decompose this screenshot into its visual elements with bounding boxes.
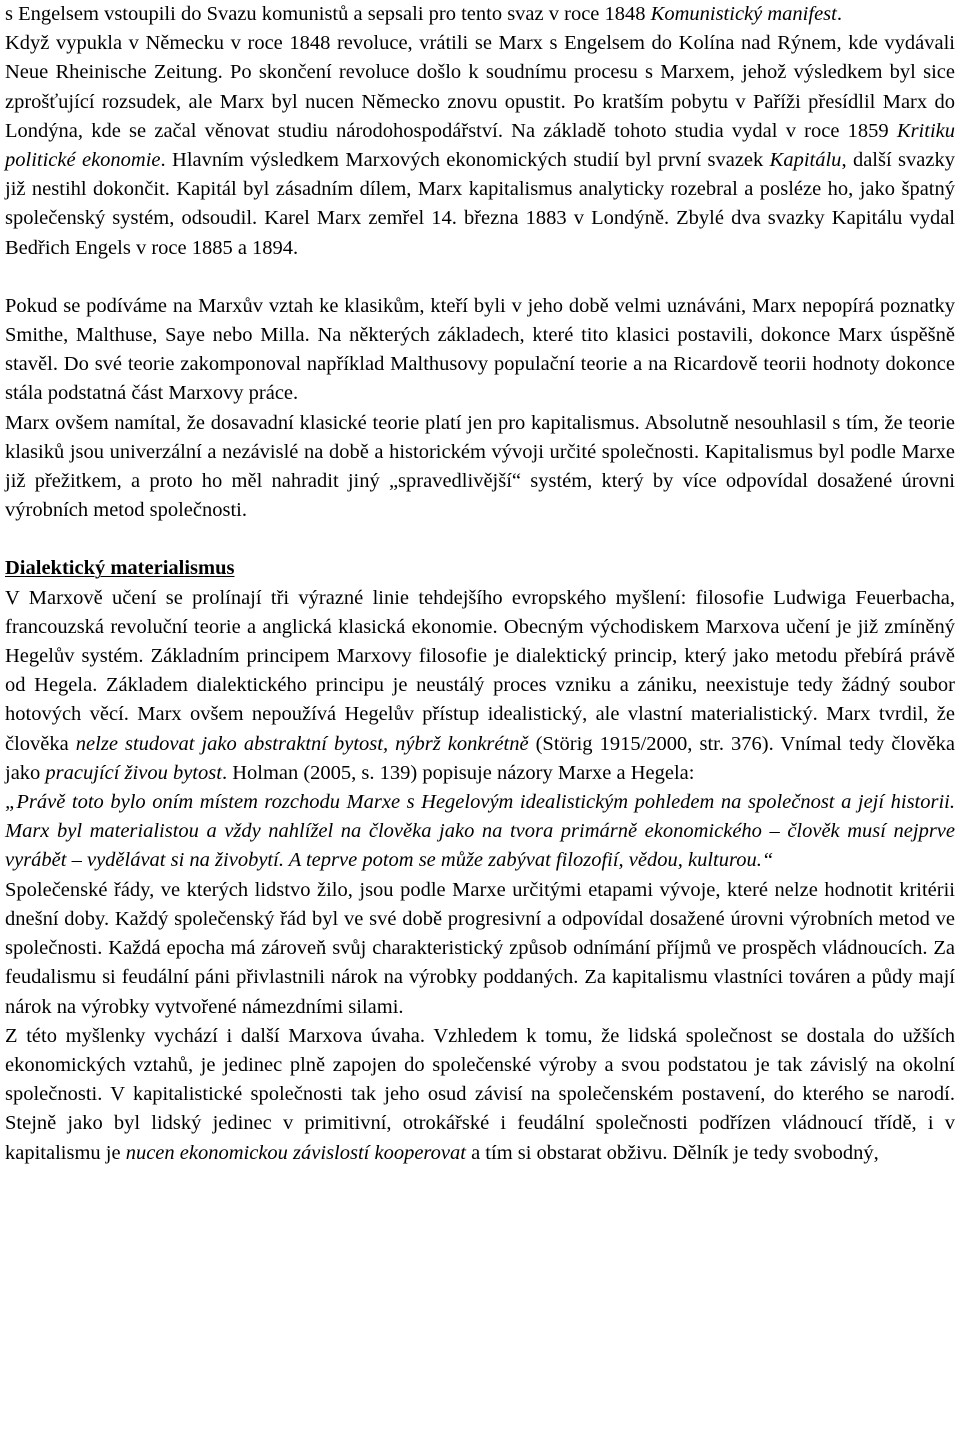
paragraph-social-orders: Společenské řády, ve kterých lidstvo žilo, jsou podle Marxe určitými etapami vývoje, které nelze hodnotit kritérii dnešní doby. Každý společenský řád byl ve své době progresivní a odpovídal dosažené úrovni výrobních metod ve společnosti. Každá epocha má zároveň svůj charakteristický způsob odnímání příjmů ve prospěch vládnoucích. Za feudalismu si feudální páni přivlastnili nárok na výrobky poddaných. Za kapitalismu vlastníci továren a půdy mají nárok na výrobky vytvořené námezdními silami. [5,878,955,1018]
italic-phrase: pracující živou bytost [45,761,222,784]
text-run: Když vypukla v Německu v roce 1848 revoluce, vrátili se Marx s Engelsem do Kolína nad Rýnem, kde vydávali Neue Rheinische Zeitung. Po skončení revoluce došlo k soudnímu procesu s Marxem, jehož výsledkem byl sice zprošťující rozsudek, ale Marx byl nucen Německo znovu opustit. Po kratším pobytu v Paříži přesídlil Marx do Londýna, kde se začal věnovat studiu národohospodářství. Na základě tohoto studia vydal v roce 1859 [5,32,955,142]
paragraph-revolution [5,29,955,263]
italic-phrase: nucen ekonomickou závislostí kooperovat [125,1141,466,1164]
text-run: V Marxově učení se prolínají tři výrazné linie tehdejšího evropského myšlení: filosofie Ludwiga Feuerbacha, francouzská revoluční teorie a anglická klasická ekonomie. Obecným východiskem Marxova učení je již zmíněný Hegelův systém. Základním principem Marxovy filosofie je dialektický princip, který jako metodu přebírá právě od Hegela. Základem dialektického principu je neustálý proces vzniku a zániku, neexistuje tedy žádný soubor hotových věcí. Marx ovšem nepoužívá Hegelův přístup idealistický, ale vlastní materialistický. Marx tvrdil, že člověka [5,586,955,755]
text-run: , další svazky již nestihl dokončit. Kapitál byl zásadním dílem, Marx kapitalismus analyticky rozebral a posléze ho, jako špatný společenský systém, odsoudil. Karel Marx zemřel 14. března 1883 v Londýně. Zbylé dva svazky Kapitálu vydal Bedřich Engels v roce 1885 a 1894. [5,149,955,259]
text-run: a tím si obstarat obživu. Dělník je tedy svobodný, [465,1141,879,1164]
paragraph-manifest [5,0,955,29]
block-quote [5,788,955,876]
paragraph-dialectics [5,584,955,788]
italic-phrase: nelze studovat jako abstraktní bytost, nýbrž konkrétně [75,732,529,755]
quote-text: „Právě toto bylo oním místem rozchodu Marxe s Hegelovým idealistickým pohledem na společnost a její historii. Marx byl materialistou a vždy nahlížel na člověka jako na tvora primárně ekonomického – člověk musí nejprve vyrábět – vydělávat si na živobytí. A teprve potom se může zabývat filozofií, vědou, kulturou.“ [5,791,955,872]
text-run: s Engelsem vstoupili do Svazu komunistů a sepsali pro tento svaz v roce 1848 [5,3,651,25]
section-heading: Dialektický materialismus [5,557,235,580]
text-run: . [836,3,842,25]
paragraph-gap [5,263,955,292]
text-run: (Störig 1915/2000, str. 376). Vnímal tedy člověka jako [5,732,955,784]
text-run: . Hlavním výsledkem Marxových ekonomických studií byl první svazek [160,149,770,172]
italic-title-manifest: Komunistický manifest [650,3,837,25]
italic-title-kritika: Kritiku politické ekonomie [5,119,955,172]
paragraph-gap [5,525,955,554]
document-page [5,0,955,1168]
paragraph-classics: Pokud se podíváme na Marxův vztah ke klasikům, kteří byli v jeho době velmi uznáváni, Marx nepopírá poznatky Smithe, Malthuse, Saye nebo Milla. Na některých základech, které tito klasici postavili, dokonce Marx úspěšně stavěl. Do své teorie zakomponoval například Malthusovy populační teorie a na Ricardově teorii hodnoty dokonce stála podstatná část Marxovy práce. [5,294,955,405]
paragraph-capitalism-critique: Marx ovšem namítal, že dosavadní klasické teorie platí jen pro kapitalismus. Absolutně nesouhlasil s tím, že teorie klasiků jsou univerzální a nezávislé na době a historickém vývoji určité společnosti. Kapitalismus byl podle Marxe již přežitkem, a proto ho měl nahradit jiný „spravedlivější“ systém, který by více odpovídal dosažené úrovni výrobních metod společnosti. [5,411,955,522]
text-run: . Holman (2005, s. 139) popisuje názory Marxe a Hegela: [221,761,695,784]
paragraph-individual [5,1022,955,1168]
text-run: Z této myšlenky vychází i další Marxova úvaha. Vzhledem k tomu, že lidská společnost se dostala do užších ekonomických vztahů, je jedinec plně zapojen do společenské výroby a svou podstatou je tak závislý na okolní společnosti. V kapitalistické společnosti tak jeho osud závisí na společenském postavení, do kterého se narodí. Stejně jako byl lidský jedinec v primitivní, otrokářské i feudální společnosti podřízen vládnoucí třídě, i v kapitalismu je [5,1024,955,1164]
italic-title-kapital: Kapitálu [769,149,842,172]
